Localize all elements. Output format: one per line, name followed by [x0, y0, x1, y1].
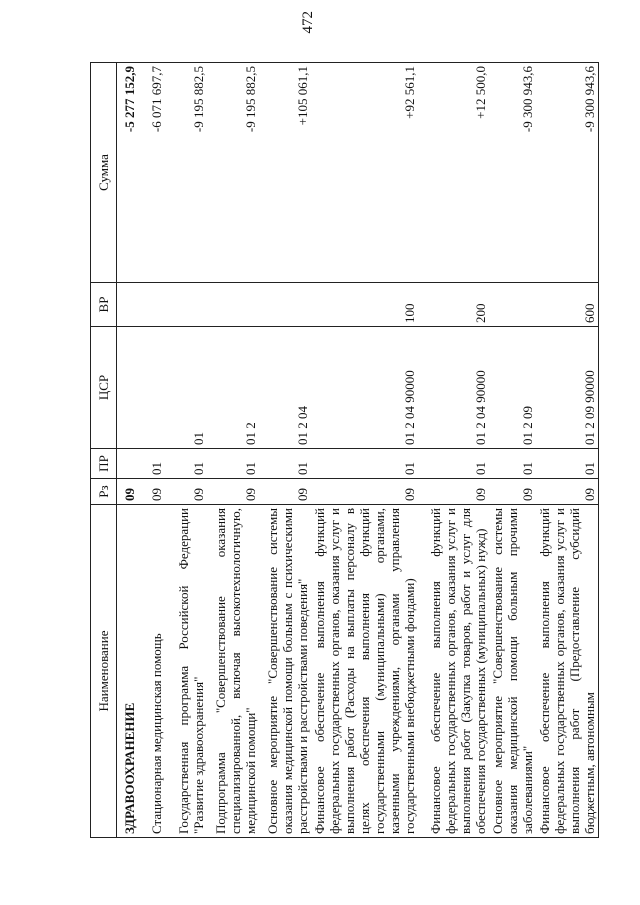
row-rz: 09: [259, 479, 311, 505]
header-name: Наименование: [91, 505, 117, 838]
row-vr: [165, 283, 207, 327]
header-sum: Сумма: [91, 63, 117, 283]
row-sum: +12 500,0: [418, 63, 489, 283]
row-vr: [207, 283, 259, 327]
row-sum: -5 277 152,9: [117, 63, 138, 283]
row-rz: 09: [165, 479, 207, 505]
row-sum: -6 071 697,7: [138, 63, 165, 283]
row-name: Основное мероприятие "Совершенствование системы оказания медицинской помощи больным прочими заболеваниями": [489, 505, 536, 838]
table-row: [165, 63, 207, 838]
row-pr: 01: [418, 449, 489, 479]
header-pr: ПР: [91, 449, 117, 479]
table-row: [536, 63, 599, 838]
row-sum: -9 300 943,6: [536, 63, 599, 283]
header-rz: Рз: [91, 479, 117, 505]
row-name: Подпрограмма "Совершенствование оказания специализированной, включая высокотехнологичную, медицинской помощи": [207, 505, 259, 838]
table-row: [207, 63, 259, 838]
budget-table: [90, 62, 599, 838]
row-sum: -9 195 882,5: [165, 63, 207, 283]
row-rz: 09: [311, 479, 418, 505]
row-vr: 200: [418, 283, 489, 327]
row-vr: [489, 283, 536, 327]
row-csr: 01 2 04: [259, 327, 311, 449]
row-vr: [138, 283, 165, 327]
header-csr: ЦСР: [91, 327, 117, 449]
row-pr: 01: [489, 449, 536, 479]
row-csr: 01 2 09: [489, 327, 536, 449]
row-pr: 01: [311, 449, 418, 479]
row-pr: 01: [259, 449, 311, 479]
row-name: Стационарная медицинская помощь: [138, 505, 165, 838]
row-sum: -9 300 943,6: [489, 63, 536, 283]
row-vr: 600: [536, 283, 599, 327]
row-vr: [259, 283, 311, 327]
table-row: [259, 63, 311, 838]
row-csr: 01 2 04 90000: [311, 327, 418, 449]
row-name: Финансовое обеспечение выполнения функций федеральных государственных органов, оказания услуг и выполнения работ (Закупка товаров, работ и услуг для обеспечения государственных (муниципальных) нужд): [418, 505, 489, 838]
row-csr: [138, 327, 165, 449]
table-row: [138, 63, 165, 838]
row-csr: 01: [165, 327, 207, 449]
row-sum: -9 195 882,5: [207, 63, 259, 283]
table-row: [311, 63, 418, 838]
row-pr: 01: [138, 449, 165, 479]
row-csr: [117, 327, 138, 449]
table-container: [90, 63, 604, 838]
row-vr: 100: [311, 283, 418, 327]
row-rz: 09: [117, 479, 138, 505]
table-row: [418, 63, 489, 838]
table-row: [117, 63, 138, 838]
row-pr: 01: [536, 449, 599, 479]
row-pr: 01: [165, 449, 207, 479]
row-csr: 01 2: [207, 327, 259, 449]
row-rz: 09: [536, 479, 599, 505]
row-name: Финансовое обеспечение выполнения функций федеральных государственных органов, оказания услуг и выполнения работ (Расходы на выплаты персоналу в целях обеспечения выполнения функций государственными (муниципальными) органами, казенными учреждениями, органами управления государственными внебюджетными фондами): [311, 505, 418, 838]
row-rz: 09: [489, 479, 536, 505]
row-name: Финансовое обеспечение выполнения функций федеральных государственных органов, оказания услуг и выполнения работ (Предоставление субсидий бюджетным, автономным: [536, 505, 599, 838]
row-sum: +92 561,1: [311, 63, 418, 283]
row-pr: [117, 449, 138, 479]
row-rz: 09: [138, 479, 165, 505]
table-header-row: [91, 63, 117, 838]
row-rz: 09: [207, 479, 259, 505]
row-vr: [117, 283, 138, 327]
rotated-page: [90, 63, 604, 838]
table-row: [489, 63, 536, 838]
row-name: Основное мероприятие "Совершенствование системы оказания медицинской помощи больным с психическими расстройствами и расстройствами поведения": [259, 505, 311, 838]
header-vr: ВР: [91, 283, 117, 327]
row-csr: 01 2 04 90000: [418, 327, 489, 449]
row-name: ЗДРАВООХРАНЕНИЕ: [117, 505, 138, 838]
row-name: Государственная программа Российской Федерации "Развитие здравоохранения": [165, 505, 207, 838]
row-sum: +105 061,1: [259, 63, 311, 283]
page-number: 472: [300, 11, 316, 34]
row-rz: 09: [418, 479, 489, 505]
row-csr: 01 2 09 90000: [536, 327, 599, 449]
row-pr: 01: [207, 449, 259, 479]
